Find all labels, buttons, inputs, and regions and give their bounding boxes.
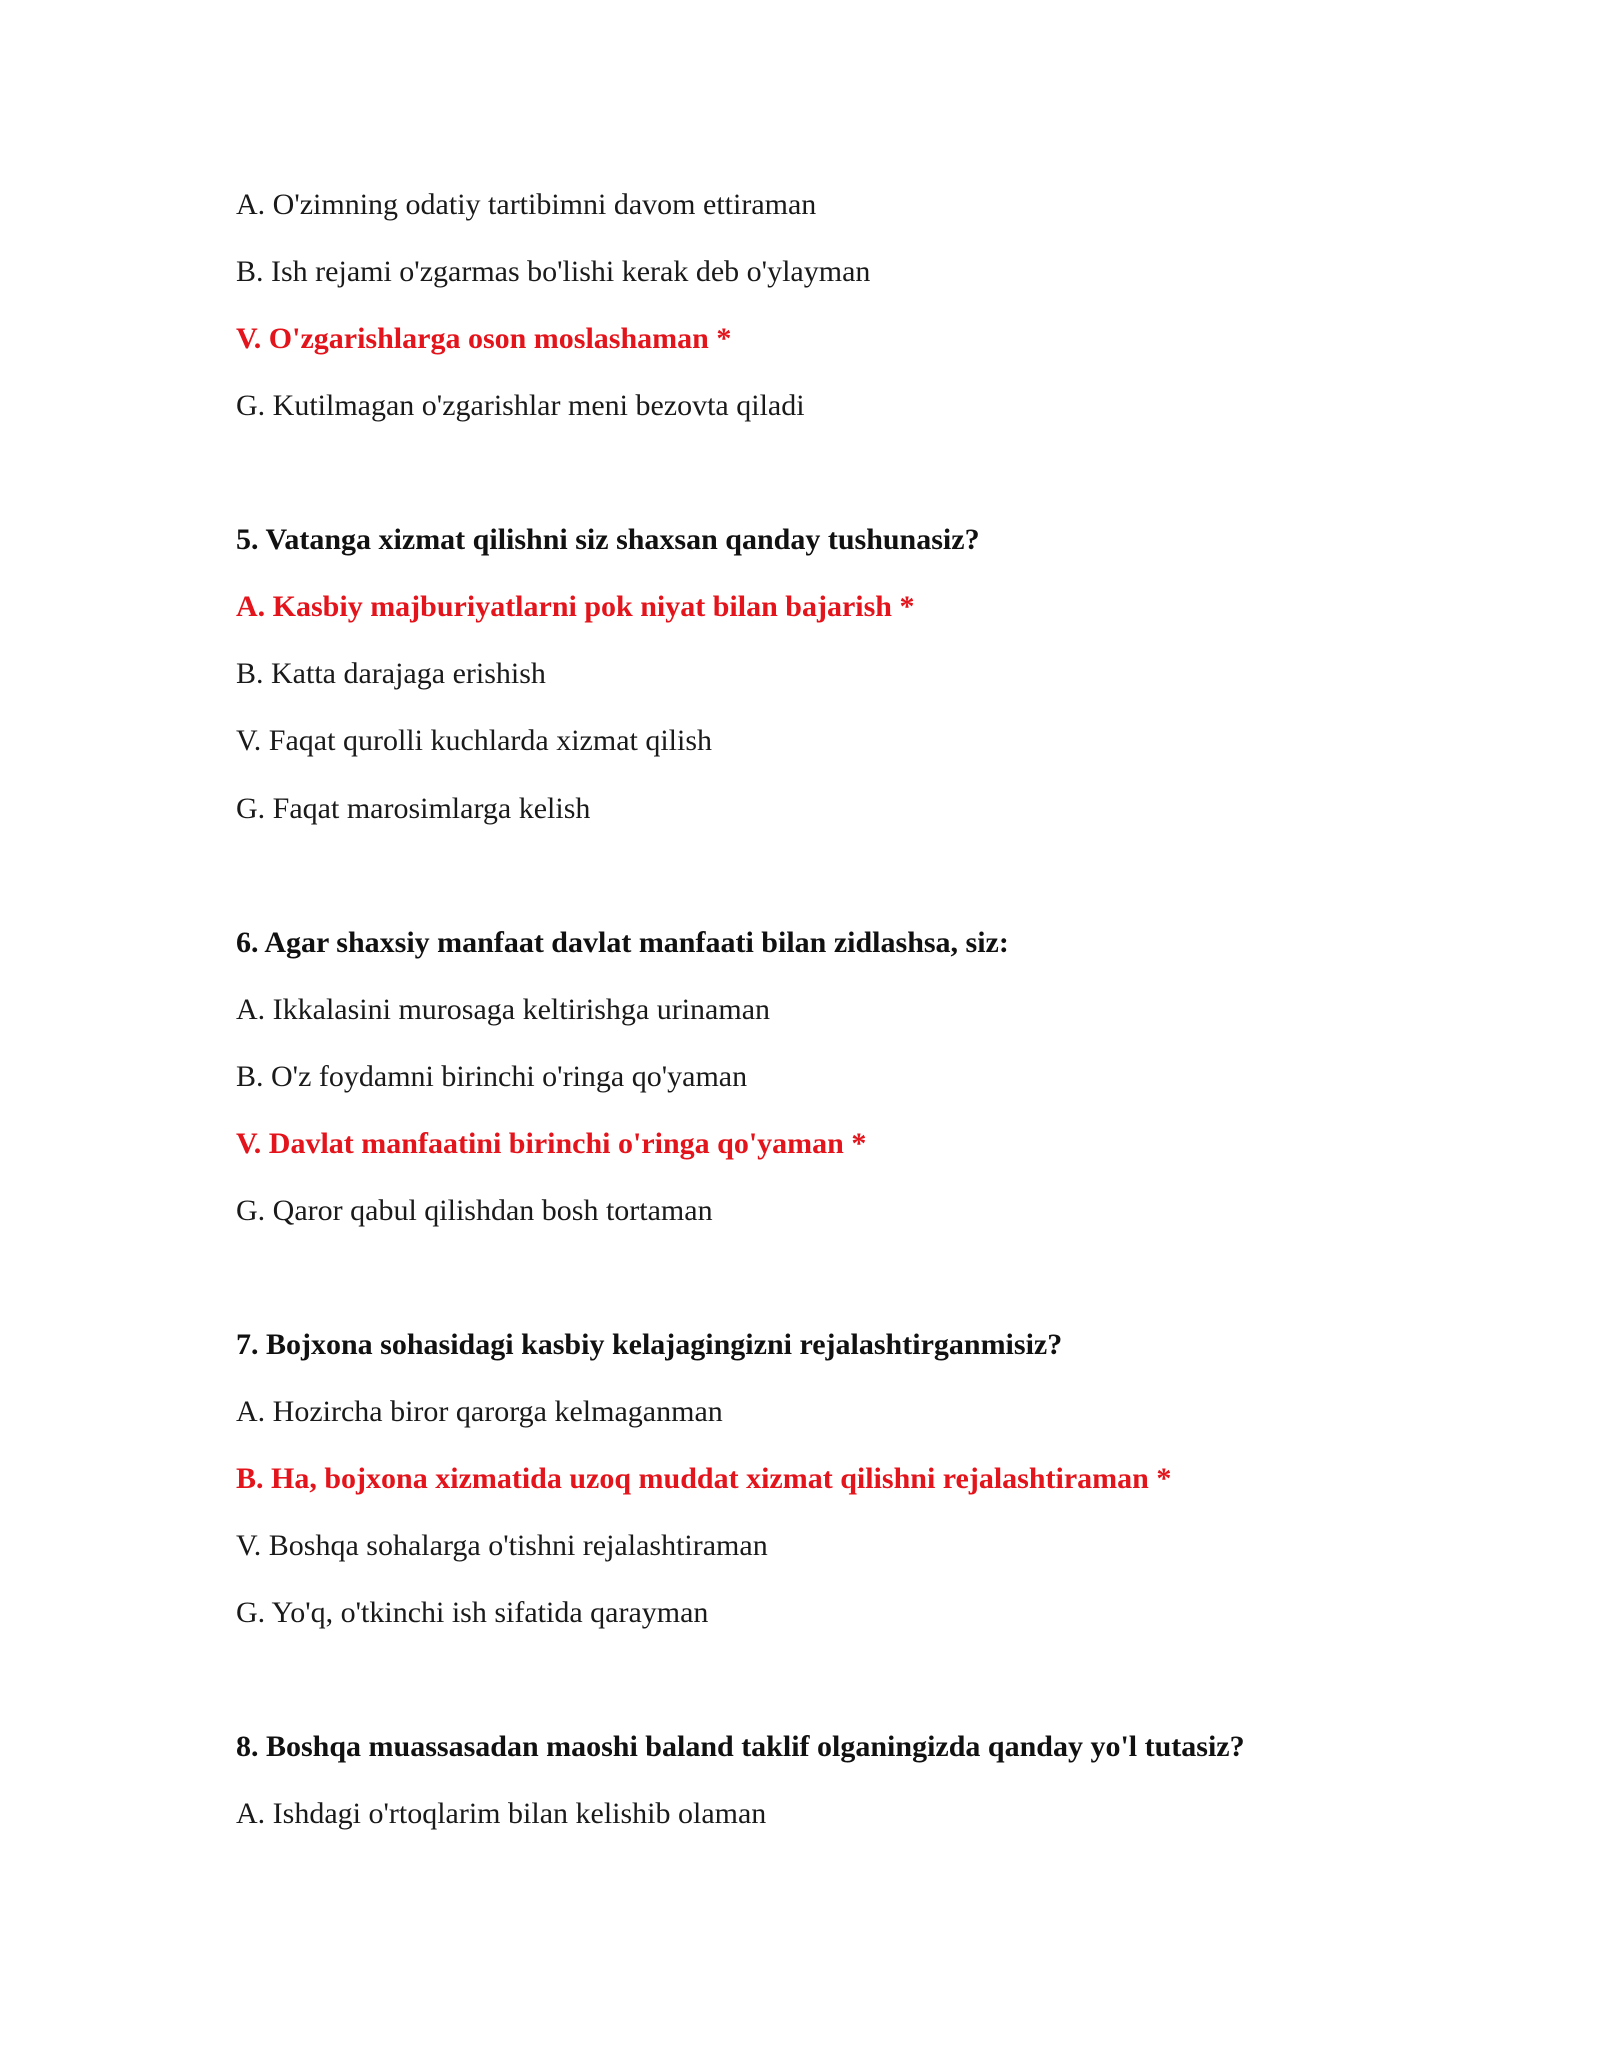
option-a: A. Hozircha biror qarorga kelmaganman <box>236 1395 723 1428</box>
option-b: B. Ish rejami o'zgarmas bo'lishi kerak deb o'ylayman <box>236 255 871 288</box>
question-7: 7. Bojxona sohasidagi kasbiy kelajagingizni rejalashtirganmisiz? <box>236 1328 1063 1361</box>
option-g: G. Faqat marosimlarga kelish <box>236 792 591 825</box>
question-8: 8. Boshqa muassasadan maoshi baland taklif olganingizda qanday yo'l tutasiz? <box>236 1730 1245 1763</box>
question-5: 5. Vatanga xizmat qilishni siz shaxsan qanday tushunasiz? <box>236 523 980 556</box>
option-v-correct: V. O'zgarishlarga oson moslashaman * <box>236 322 732 355</box>
option-a: A. O'zimning odatiy tartibimni davom ettiraman <box>236 188 817 221</box>
option-a: A. Ikkalasini murosaga keltirishga urinaman <box>236 993 771 1026</box>
option-v: V. Faqat qurolli kuchlarda xizmat qilish <box>236 724 713 757</box>
option-g: G. Qaror qabul qilishdan bosh tortaman <box>236 1194 713 1227</box>
option-g: G. Kutilmagan o'zgarishlar meni bezovta qiladi <box>236 389 805 422</box>
option-g: G. Yo'q, o'tkinchi ish sifatida qarayman <box>236 1596 709 1629</box>
option-v-correct: V. Davlat manfaatini birinchi o'ringa qo'yaman * <box>236 1127 867 1160</box>
option-b: B. O'z foydamni birinchi o'ringa qo'yaman <box>236 1060 748 1093</box>
option-b-correct: B. Ha, bojxona xizmatida uzoq muddat xizmat qilishni rejalashtiraman * <box>236 1462 1172 1495</box>
option-a-correct: A. Kasbiy majburiyatlarni pok niyat bilan bajarish * <box>236 590 915 623</box>
option-v: V. Boshqa sohalarga o'tishni rejalashtiraman <box>236 1529 768 1562</box>
option-b: B. Katta darajaga erishish <box>236 657 546 690</box>
option-a: A. Ishdagi o'rtoqlarim bilan kelishib olaman <box>236 1797 767 1830</box>
question-6: 6. Agar shaxsiy manfaat davlat manfaati bilan zidlashsa, siz: <box>236 926 1009 959</box>
